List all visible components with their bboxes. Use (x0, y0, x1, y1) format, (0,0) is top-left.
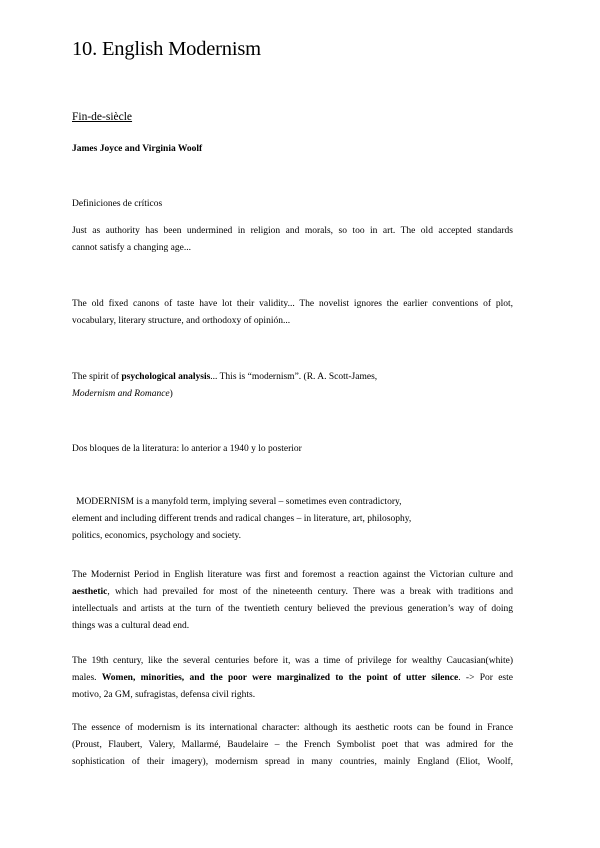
nineteenth-bold: Women, minorities, and the poor were marginalized to the point of utter silence (101, 673, 459, 683)
blocks-note: Dos bloques de la literatura: lo anterior a 1940 y lo posterior (72, 444, 302, 454)
modernism-line-1: MODERNISM is a manyfold term, implying several – sometimes even contradictory, (76, 497, 402, 507)
international-line-2: (Proust, Flaubert, Valery, Mallarmé, Baudelaire – the French Symbolist poet that was admired for the (72, 740, 513, 750)
quote-2-line-2: vocabulary, literary structure, and orthodoxy of opinión... (72, 316, 291, 326)
modernism-definition (76, 494, 517, 511)
quote-3-bold: psychological analysis (121, 372, 211, 382)
quote-3-line-1 (72, 369, 513, 386)
nineteenth-line-2-post: . -> Por este (458, 673, 513, 683)
definitions-heading: Definiciones de críticos (72, 199, 163, 209)
nineteenth-line-2 (72, 670, 513, 687)
victorian-line-3: intellectuals and artists at the turn of the twentieth century believed the previous generation’s way of doing (72, 604, 513, 614)
quote-3-source: Modernism and Romance (72, 389, 170, 399)
international-paragraph (72, 720, 513, 771)
victorian-line-2 (72, 584, 513, 601)
quote-paragraph-1 (72, 223, 513, 257)
modernism-definition-cont (72, 511, 513, 545)
nineteenth-line-3: motivo, 2a GM, sufragistas, defensa civil rights. (72, 690, 256, 700)
victorian-line-2-rest: , which had prevailed for most of the nineteenth century. There was a break with traditions and (107, 587, 513, 597)
modernism-line-3: politics, economics, psychology and society. (72, 531, 242, 541)
quote-2-line-1: The old fixed canons of taste have lot their validity... The novelist ignores the earlier conventions of plot, (72, 299, 513, 309)
quote-3-line-2 (72, 386, 513, 403)
quote-paragraph-3 (72, 369, 513, 403)
modernism-line-2: element and including different trends and radical changes – in literature, art, philosophy, (72, 514, 412, 524)
quote-1-line-2: cannot satisfy a changing age... (72, 243, 191, 253)
international-line-3: sophistication of their imagery), modernism spread in many countries, mainly England (Eliot, Woolf, (72, 757, 513, 767)
section-heading: Fin-de-siècle (72, 111, 133, 123)
authors-subheading: James Joyce and Virginia Woolf (72, 144, 203, 154)
nineteenth-century-paragraph (72, 653, 513, 704)
quote-3-post: ... This is “modernism”. (R. A. Scott-James, (210, 372, 378, 382)
victorian-paragraph (72, 567, 513, 635)
quote-1-line-1: Just as authority has been undermined in religion and morals, so too in art. The old accepted standards (72, 226, 513, 236)
international-line-1: The essence of modernism is its international character: although its aesthetic roots can be found in France (72, 723, 513, 733)
quote-3-pre: The spirit of (72, 372, 122, 382)
nineteenth-line-2-pre: males. (72, 673, 102, 683)
page-title: 10. English Modernism (72, 38, 261, 60)
nineteenth-line-1: The 19th century, like the several centuries before it, was a time of privilege for wealthy Caucasian(white) (72, 656, 513, 666)
quote-paragraph-2 (72, 296, 513, 330)
victorian-line-4: things was a cultural dead end. (72, 621, 190, 631)
victorian-line-1: The Modernist Period in English literature was first and foremost a reaction against the Victorian culture and (72, 570, 513, 580)
quote-3-close: ) (169, 389, 173, 399)
victorian-bold: aesthetic (72, 587, 108, 597)
